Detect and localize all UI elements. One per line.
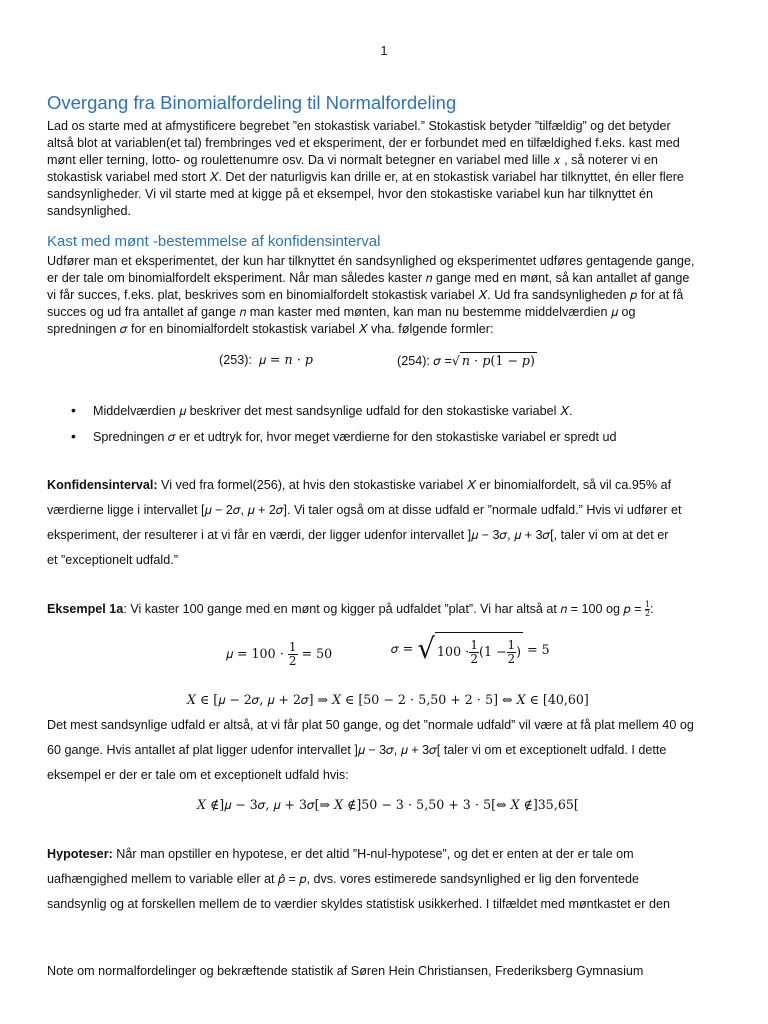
intro-line: sandsynlighed. xyxy=(47,204,132,218)
mid-line: 60 gange. Hvis antallet af plat ligger udenfor intervallet ]𝜇 − 3𝜎, 𝜇 + 3𝜎[ taler vi om et exceptionelt udfald. I dette xyxy=(47,743,667,757)
half-num: 1 xyxy=(288,640,297,654)
formula-253-body: 𝜇 = 𝑛 ⋅ 𝑝 xyxy=(258,352,313,367)
hyp-line xyxy=(47,846,634,862)
sigma-equation: 𝜎 = √ 100 ⋅ $\frac{1}{2}$ (1 − $\frac{1}{2}$ ) = 5 xyxy=(391,632,550,666)
coin-line: succes og ud fra antallet af gange 𝑛 man kaster med mønten, kan man nu bestemme middelværdien 𝜇 og xyxy=(47,305,636,319)
konf-label: Konfidensinterval: xyxy=(47,478,158,492)
example-text: : Vi kaster 100 gange med en mønt og kigger på udfaldet ”plat”. Vi har altså at 𝑛 = 100 og 𝑝 = xyxy=(123,602,642,616)
page-number: 1 xyxy=(380,44,388,58)
formula-254: (254): 𝜎 =√ 𝑛 ⋅ 𝑝(1 − 𝑝) xyxy=(397,353,535,368)
formula-253 xyxy=(219,352,313,368)
bullet-dot: • xyxy=(71,402,76,418)
coin-line: spredningen 𝜎 for en binomialfordelt stokastisk variabel 𝑋 vha. følgende formler: xyxy=(47,322,494,336)
mid-line: Det mest sandsynlige udfald er altså, at vi får plat 50 gange, og det ”normale udfald” vil være at få plat mellem 40 og xyxy=(47,718,694,732)
example-line: Eksempel 1a: Vi kaster 100 gange med en mønt og kigger på udfaldet ”plat”. Vi har altså at 𝑛 = 100 og 𝑝 = $\frac{1}{2}$ : xyxy=(47,600,654,619)
konf-line: eksperiment, der resulterer i at vi får en værdi, der ligger udenfor intervallet ]𝜇 − 3𝜎, 𝜇 + 3𝜎[, taler vi om at det er xyxy=(47,528,669,542)
sigma-eq-right: = 5 xyxy=(527,641,550,657)
sigma-root-b: (1 − xyxy=(479,644,507,659)
konf-line xyxy=(47,477,671,493)
sigma-frac-1 xyxy=(469,639,479,666)
example-label: Eksempel 1a xyxy=(47,602,124,616)
p-fraction-num: 1 xyxy=(644,600,651,610)
sigma-root-a: 100 ⋅ xyxy=(437,644,470,659)
mid-line: eksempel er der er tale om et exceptionelt udfald hvis: xyxy=(47,768,349,782)
intro-line: altså blot at variablen(et tal) frembringes ved et eksperiment, der er forbundet med en tilfældighed f.eks. kast med xyxy=(47,136,680,150)
p-fraction-den: 2 xyxy=(644,609,651,619)
intro-line: Lad os starte med at afmystificere begrebet ”en stokastisk variabel.” Stokastisk betyder ”tilfældig” og det betyder xyxy=(47,119,671,133)
page-title: Overgang fra Binomialfordeling til Normalfordeling xyxy=(47,92,457,113)
sigma-frac-2-den: 2 xyxy=(507,652,516,666)
bullet-dot: • xyxy=(71,428,76,444)
intro-line: mønt eller terning, lotto- og roulettenumre osv. Da vi normalt betegner en variabel med lille 𝑥 , så noterer vi en xyxy=(47,153,658,167)
interval-equation-b: 𝑋 ∉]𝜇 − 3𝜎, 𝜇 + 3𝜎[⇒ 𝑋 ∉]50 − 3 ⋅ 5,50 + 3 ⋅ 5[⇔ 𝑋 ∉]35,65[ xyxy=(197,797,579,812)
interval-equation-a: 𝑋 ∈ [𝜇 − 2𝜎, 𝜇 + 2𝜎] ⇒ 𝑋 ∈ [50 − 2 ⋅ 5,50 + 2 ⋅ 5] ⇔ 𝑋 ∈ [40,60] xyxy=(187,692,589,707)
coin-line: er der tale om binomialfordelt eksperiment. Når man således kaster 𝑛 gange med en mønt, så kan antallet af gange xyxy=(47,271,690,285)
sigma-frac-1-den: 2 xyxy=(470,652,479,666)
half-den: 2 xyxy=(288,654,297,668)
page-footer: Note om normalfordelinger og bekræftende statistik af Søren Hein Christiansen, Frederiksberg Gymnasium xyxy=(47,964,644,978)
bullet-item: Spredningen 𝜎 er et udtryk for, hvor meget værdierne for den stokastiske variabel er spredt ud xyxy=(93,430,617,444)
mu-eq-left: 𝜇 = 100 ⋅ xyxy=(226,646,284,661)
sigma-root-c: ) xyxy=(516,644,522,659)
coin-line: vi får succes, f.eks. plat, beskrives som en binomialfordelt stokastisk variabel 𝑋. Ud fra sandsynligheden 𝑝 for at få xyxy=(47,288,684,302)
sigma-frac-2 xyxy=(507,639,517,666)
konf-line: et ”exceptionelt udfald.” xyxy=(47,553,178,567)
hyp-label: Hypoteser: xyxy=(47,847,113,861)
hyp-line: uafhængighed mellem to variable eller at 𝑝̂ = 𝑝, dvs. vores estimerede sandsynlighed er lig den forventede xyxy=(47,872,639,886)
mu-eq-right: = 50 xyxy=(301,646,333,661)
bullet-item: Middelværdien 𝜇 beskriver det mest sandsynlige udfald for den stokastiske variabel 𝑋. xyxy=(93,404,573,418)
sigma-root xyxy=(435,632,523,666)
half-fraction xyxy=(288,641,298,668)
mu-equation xyxy=(226,641,332,668)
sigma-frac-2-num: 1 xyxy=(507,638,516,652)
formula-254-label: (254): 𝜎 = xyxy=(397,354,452,368)
hyp-line: sandsynlig og at forskellen mellem de to værdier skyldes statistisk usikkerhed. I tilfældet med møntkastet er den xyxy=(47,897,670,911)
coin-line: Udfører man et eksperimentet, der kun har tilknyttet én sandsynlighed og eksperimentet udføres gentagende gange, xyxy=(47,254,695,268)
formula-253-label: (253): xyxy=(219,353,252,367)
konf-line: værdierne ligge i intervallet [𝜇 − 2𝜎, 𝜇 + 2𝜎]. Vi taler også om at disse udfald er ”normale udfald.” Hvis vi udfører et xyxy=(47,503,682,517)
p-fraction xyxy=(645,601,650,618)
konf-text: Vi ved fra formel(256), at hvis den stokastiske variabel 𝑋 er binomialfordelt, så vil ca.95% af xyxy=(157,478,672,492)
sigma-frac-1-num: 1 xyxy=(470,638,479,652)
formula-254-root: 𝑛 ⋅ 𝑝(1 − 𝑝) xyxy=(461,353,535,368)
section-heading: Kast med mønt -bestemmelse af konfidensinterval xyxy=(47,233,381,250)
sigma-eq-left: 𝜎 = xyxy=(391,641,414,656)
hyp-text: Når man opstiller en hypotese, er det altid ”H-nul-hypotese”, og det er enten at der er tale om xyxy=(112,847,634,861)
intro-line: sandsynligheder. Vi vil starte med at kigge på et eksempel, hvor den stokastiske variabel kun har tilknyttet én xyxy=(47,187,653,201)
intro-line: stokastisk variabel med stort 𝑋. Det der naturligvis kan drille er, at en stokastisk variabel har tilknyttet, én eller flere xyxy=(47,170,684,184)
